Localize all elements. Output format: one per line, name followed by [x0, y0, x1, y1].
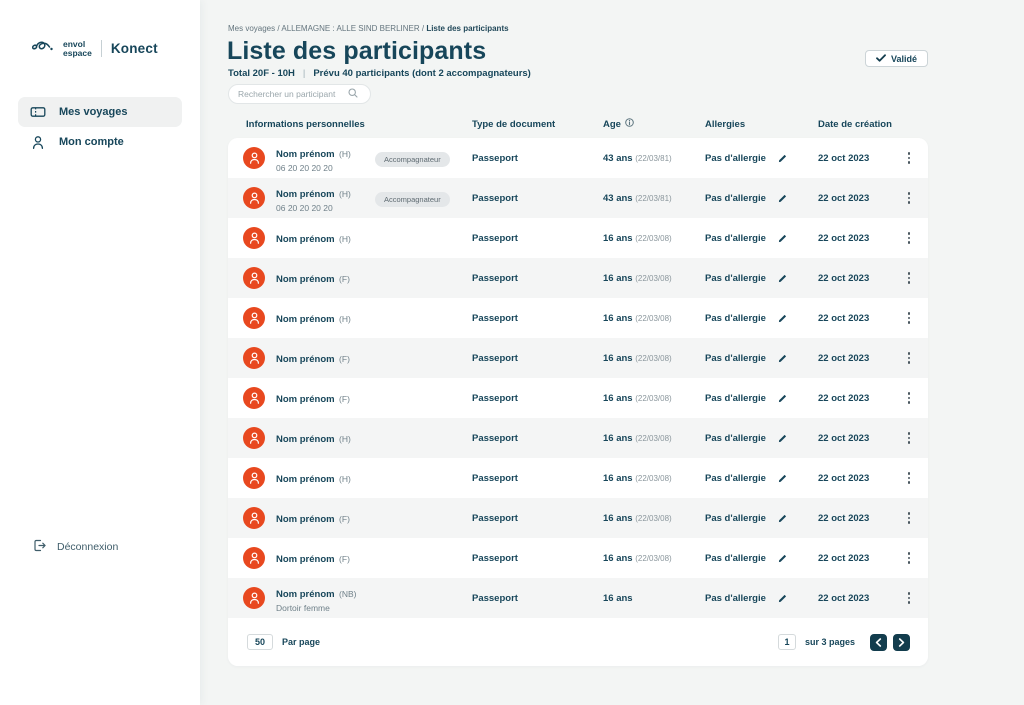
participant-subline: 06 20 20 20 20	[276, 202, 333, 213]
table-row	[228, 418, 928, 458]
sidebar	[0, 0, 200, 705]
participant-avatar	[243, 587, 265, 609]
validated-button[interactable]	[865, 50, 928, 67]
document-type: Passeport	[472, 192, 518, 204]
edit-allergy-pencil-icon[interactable]	[778, 393, 788, 403]
document-type: Passeport	[472, 152, 518, 164]
creation-date: 22 oct 2023	[818, 552, 870, 564]
row-menu-kebab-icon[interactable]	[906, 510, 913, 526]
table-row	[228, 298, 928, 338]
col-age: Age	[603, 118, 705, 130]
table-row	[228, 218, 928, 258]
ticket-icon	[30, 105, 46, 119]
participant-gender: (H)	[339, 148, 351, 159]
participant-avatar	[243, 267, 265, 289]
participant-avatar	[243, 347, 265, 369]
participant-birthdate: (22/03/08)	[635, 273, 672, 283]
row-menu-kebab-icon[interactable]	[906, 470, 913, 486]
row-menu-kebab-icon[interactable]	[906, 190, 913, 206]
row-menu-kebab-icon[interactable]	[906, 430, 913, 446]
logout-button[interactable]	[32, 539, 118, 555]
edit-allergy-pencil-icon[interactable]	[778, 353, 788, 363]
participant-age: 16 ans	[603, 512, 633, 524]
sidebar-item-label: Mes voyages	[59, 106, 128, 118]
participant-age: 16 ans	[603, 312, 633, 324]
search-box[interactable]	[228, 84, 371, 104]
participant-age: 16 ans	[603, 472, 633, 484]
row-menu-kebab-icon[interactable]	[906, 310, 913, 326]
participant-name: Nom prénom	[276, 354, 335, 365]
participant-gender: (F)	[339, 514, 350, 524]
edit-allergy-pencil-icon[interactable]	[778, 193, 788, 203]
creation-date: 22 oct 2023	[818, 432, 870, 444]
table-row	[228, 458, 928, 498]
edit-allergy-pencil-icon[interactable]	[778, 433, 788, 443]
allergy-status: Pas d'allergie	[705, 152, 766, 164]
info-icon[interactable]	[625, 118, 634, 130]
allergy-status: Pas d'allergie	[705, 392, 766, 404]
participant-avatar	[243, 507, 265, 529]
participant-gender: (H)	[339, 474, 351, 484]
creation-date: 22 oct 2023	[818, 512, 870, 524]
table-row	[228, 258, 928, 298]
participant-avatar	[243, 187, 265, 209]
allergy-status: Pas d'allergie	[705, 232, 766, 244]
participant-age: 16 ans	[603, 432, 633, 444]
participant-name: Nom prénom	[276, 274, 335, 285]
document-type: Passeport	[472, 312, 518, 324]
row-menu-kebab-icon[interactable]	[906, 590, 913, 606]
envol-espace-swirl-icon	[30, 36, 56, 61]
creation-date: 22 oct 2023	[818, 352, 870, 364]
participant-name: Nom prénom	[276, 554, 335, 565]
participant-gender: (H)	[339, 234, 351, 244]
table-row	[228, 338, 928, 378]
edit-allergy-pencil-icon[interactable]	[778, 233, 788, 243]
table-body	[228, 138, 928, 618]
row-menu-kebab-icon[interactable]	[906, 230, 913, 246]
pagination-bar	[228, 618, 928, 666]
table-row	[228, 138, 928, 178]
logout-icon	[32, 539, 47, 555]
document-type: Passeport	[472, 552, 518, 564]
row-menu-kebab-icon[interactable]	[906, 350, 913, 366]
participant-age: 16 ans	[603, 592, 633, 604]
participant-birthdate: (22/03/08)	[635, 353, 672, 363]
sidebar-item-label: Mon compte	[59, 136, 124, 148]
table-header	[228, 118, 928, 130]
sidebar-item-mes-voyages[interactable]	[18, 97, 182, 127]
next-page-button[interactable]	[893, 634, 910, 651]
summary-separator: |	[302, 68, 306, 79]
document-type: Passeport	[472, 512, 518, 524]
current-page-input[interactable]: 1	[778, 634, 796, 650]
validated-label: Validé	[890, 53, 917, 64]
participant-avatar	[243, 227, 265, 249]
creation-date: 22 oct 2023	[818, 472, 870, 484]
allergy-status: Pas d'allergie	[705, 352, 766, 364]
main-content	[200, 0, 1024, 705]
search-icon	[348, 85, 358, 103]
participant-name: Nom prénom	[276, 234, 335, 245]
creation-date: 22 oct 2023	[818, 312, 870, 324]
accompagnateur-badge: Accompagnateur	[375, 152, 450, 167]
document-type: Passeport	[472, 432, 518, 444]
participants-summary	[228, 68, 531, 79]
edit-allergy-pencil-icon[interactable]	[778, 593, 788, 603]
participant-name: Nom prénom	[276, 434, 335, 445]
creation-date: 22 oct 2023	[818, 272, 870, 284]
search-input[interactable]	[238, 89, 348, 99]
edit-allergy-pencil-icon[interactable]	[778, 473, 788, 483]
document-type: Passeport	[472, 352, 518, 364]
row-menu-kebab-icon[interactable]	[906, 550, 913, 566]
edit-allergy-pencil-icon[interactable]	[778, 153, 788, 163]
sidebar-item-mon-compte[interactable]	[18, 127, 182, 157]
edit-allergy-pencil-icon[interactable]	[778, 513, 788, 523]
participant-gender: (H)	[339, 314, 351, 324]
document-type: Passeport	[472, 592, 518, 604]
participant-birthdate: (22/03/81)	[635, 153, 672, 163]
user-icon	[30, 135, 46, 150]
allergy-status: Pas d'allergie	[705, 272, 766, 284]
document-type: Passeport	[472, 392, 518, 404]
breadcrumb-current: Liste des participants	[426, 24, 509, 33]
table-row	[228, 178, 928, 218]
allergy-status: Pas d'allergie	[705, 192, 766, 204]
participant-age: 16 ans	[603, 272, 633, 284]
creation-date: 22 oct 2023	[818, 152, 870, 164]
allergy-status: Pas d'allergie	[705, 312, 766, 324]
allergy-status: Pas d'allergie	[705, 432, 766, 444]
participant-name: Nom prénom	[276, 514, 335, 525]
logo	[30, 36, 200, 61]
col-allergies: Allergies	[705, 118, 746, 130]
creation-date: 22 oct 2023	[818, 592, 870, 604]
participant-gender: (H)	[339, 434, 351, 444]
creation-date: 22 oct 2023	[818, 392, 870, 404]
participant-birthdate: (22/03/08)	[635, 233, 672, 243]
participant-avatar	[243, 147, 265, 169]
participant-age: 43 ans	[603, 192, 633, 204]
participant-birthdate: (22/03/08)	[635, 313, 672, 323]
edit-allergy-pencil-icon[interactable]	[778, 273, 788, 283]
participant-subline: 06 20 20 20 20	[276, 162, 333, 173]
participant-age: 16 ans	[603, 392, 633, 404]
participant-age: 16 ans	[603, 352, 633, 364]
participant-birthdate: (22/03/08)	[635, 513, 672, 523]
participants-card	[228, 138, 928, 666]
accompagnateur-badge: Accompagnateur	[375, 192, 450, 207]
participant-gender: (F)	[339, 274, 350, 284]
participant-avatar	[243, 547, 265, 569]
allergy-status: Pas d'allergie	[705, 552, 766, 564]
previous-page-button[interactable]	[870, 634, 887, 651]
creation-date: 22 oct 2023	[818, 192, 870, 204]
participant-avatar	[243, 307, 265, 329]
participant-avatar	[243, 427, 265, 449]
pages-count-label: sur 3 pages	[804, 637, 855, 647]
participant-age: 43 ans	[603, 152, 633, 164]
participant-gender: (H)	[339, 188, 351, 199]
participant-gender: (NB)	[339, 588, 357, 599]
breadcrumb-path[interactable]: Mes voyages / ALLEMAGNE : ALLE SIND BERLINER /	[228, 24, 427, 33]
allergy-status: Pas d'allergie	[705, 592, 766, 604]
participant-name: Nom prénom	[276, 394, 335, 405]
table-row	[228, 578, 928, 618]
participant-birthdate: (22/03/08)	[635, 473, 672, 483]
edit-allergy-pencil-icon[interactable]	[778, 553, 788, 563]
logout-label: Déconnexion	[57, 541, 119, 553]
logo-divider	[101, 40, 102, 57]
participant-age: 16 ans	[603, 552, 633, 564]
participant-birthdate: (22/03/08)	[635, 433, 672, 443]
document-type: Passeport	[472, 472, 518, 484]
per-page-label: Par page	[282, 637, 321, 647]
creation-date: 22 oct 2023	[818, 232, 870, 244]
row-menu-kebab-icon[interactable]	[906, 150, 913, 166]
check-icon	[876, 54, 886, 64]
table-row	[228, 378, 928, 418]
col-date-de-creation: Date de création	[818, 118, 892, 130]
participant-birthdate: (22/03/08)	[635, 393, 672, 403]
participant-name: Nom prénom	[276, 588, 335, 600]
participant-birthdate: (22/03/81)	[635, 193, 672, 203]
col-informations-personnelles: Informations personnelles	[246, 118, 365, 130]
per-page-select[interactable]: 50	[247, 634, 273, 650]
sidebar-nav	[18, 97, 182, 157]
col-type-de-document: Type de document	[472, 118, 556, 130]
row-menu-kebab-icon[interactable]	[906, 390, 913, 406]
participant-age: 16 ans	[603, 232, 633, 244]
participant-gender: (F)	[339, 354, 350, 364]
page-title: Liste des participants	[227, 37, 487, 65]
participant-name: Nom prénom	[276, 314, 335, 325]
participant-gender: (F)	[339, 554, 350, 564]
participant-name: Nom prénom	[276, 188, 335, 200]
allergy-status: Pas d'allergie	[705, 472, 766, 484]
table-row	[228, 538, 928, 578]
participant-name: Nom prénom	[276, 148, 335, 160]
participant-name: Nom prénom	[276, 474, 335, 485]
participant-birthdate: (22/03/08)	[635, 553, 672, 563]
product-name: Konect	[110, 41, 158, 56]
breadcrumb[interactable]	[228, 24, 509, 33]
allergy-status: Pas d'allergie	[705, 512, 766, 524]
participant-subline: Dortoir femme	[276, 602, 330, 613]
document-type: Passeport	[472, 232, 518, 244]
row-menu-kebab-icon[interactable]	[906, 270, 913, 286]
edit-allergy-pencil-icon[interactable]	[778, 313, 788, 323]
table-row	[228, 498, 928, 538]
total-label: Total 20F - 10H	[228, 68, 295, 79]
participant-avatar	[243, 387, 265, 409]
brand-name: envol espace	[63, 38, 92, 58]
participant-avatar	[243, 467, 265, 489]
document-type: Passeport	[472, 272, 518, 284]
participant-gender: (F)	[339, 394, 350, 404]
planned-label: Prévu 40 participants (dont 2 accompagnateurs)	[313, 68, 531, 79]
